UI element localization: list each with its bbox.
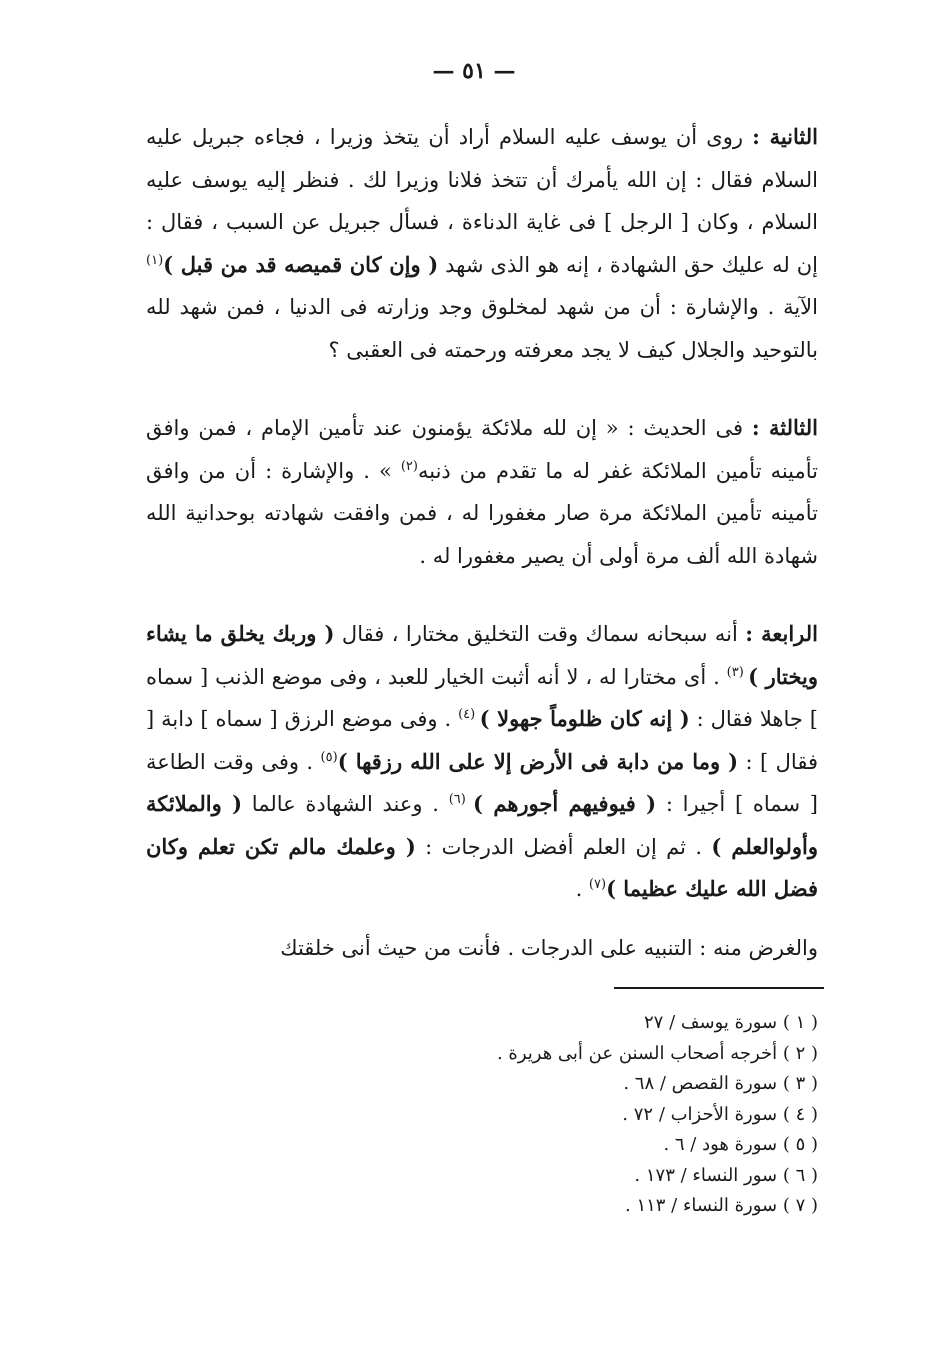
footnote-marker: (٣) [726,664,749,680]
text-run: روى أن يوسف عليه السلام أراد أن يتخذ وزيرا ، فجاءه جبريل عليه السلام فقال : إن الله يأمرك أن تتخذ فلانا وزيرا لك . فنظر إليه يوسف عليه السلام ، وكان [ الرجل ] فى غاية الدناءة ، فسأل جبريل عن السبب ، فقال : إن له عليك حق الشهادة ، إنه هو الذى شهد [146,125,818,277]
footnote-marker: (٤) [458,707,480,722]
text-run: فى الحديث : « إن لله ملائكة يؤمنون عند تأمين الإمام ، فمن وافق تأمينه تأمين الملائكة غفر له ما تقدم من ذنبه [146,416,818,483]
paragraph-heading: الثالثة : [751,415,818,440]
main-text [146,116,818,969]
footnote-separator [614,987,824,989]
text-run: . ثم إن العلم أفضل الدرجات : [415,834,712,859]
footnote-7: ( ٧ ) سورة النساء / ١١٣ . [624,1195,818,1216]
quran-quote: ( إنه كان ظلوماً جهولا ) [479,706,690,731]
paragraph-heading: الثانية : [752,124,818,149]
paragraph-third [146,407,818,577]
footnote-5: ( ٥ ) سورة هود / ٦ . [663,1134,818,1155]
footnote-2: ( ٢ ) أخرجه أصحاب السنن عن أبى هريرة . [496,1042,818,1064]
paragraph-heading: الرابعة : [745,621,818,646]
text-run: . وفى وقت الطاعة [ سماه ] أجيرا : [146,749,818,816]
footnote-6: ( ٦ ) سور النساء / ١٧٣ . [634,1164,818,1186]
text-run: . [575,877,589,901]
quran-quote: ( وربك يخلق ما يشاء ويختار ) [146,621,818,689]
paragraph-gap [146,371,818,407]
quran-quote: ( فيوفيهم أجورهم ) [473,791,657,816]
quran-quote: ( والملائكة وأولوالعلم ) [146,791,819,859]
paragraph-purpose [146,927,818,970]
paragraph-gap [146,911,818,927]
text-run: . أى مختارا له ، لا أنه أثبت الخيار للعبد ، وفى موضع الذنب [ سماه ] جاهلا فقال : [146,664,818,731]
text-run: أنه سبحانه سماك وقت التخليق مختارا ، فقال [334,622,746,646]
text-run: . وعند الشهادة عالما [242,792,449,816]
footnote-3: ( ٣ ) سورة القصص / ٦٨ . [623,1073,818,1094]
quran-quote: ( وعلمك مالم تكن تعلم وكان فضل الله عليك عظيما ) [146,833,818,901]
text-run: والغرض منه : التنبيه على الدرجات . فأنت من حيث أنى خلقتك [280,935,818,960]
footnote-1: ( ١ ) سورة يوسف / ٢٧ [644,1012,818,1033]
footnotes [300,1008,818,1222]
text-run: » . والإشارة : أن من وافق تأمينه تأمين الملائكة مرة صار مغفورا له ، فمن وافقت شهادته بوحدانية الله شهادة الله ألف مرة أولى أن يصير مغفورا له . [146,458,818,568]
footnote-marker: (٥) [320,749,338,765]
footnote-marker: (١) [146,252,164,268]
footnote-marker: (٧) [588,877,607,892]
footnote-marker: (٢) [400,458,418,474]
page-number: — ٥١ — [432,58,516,84]
paragraph-second [146,116,818,371]
text-run: . وفى موضع الرزق [ سماه ] دابة [ فقال ] : [146,707,818,774]
footnote-4: ( ٤ ) سورة الأحزاب / ٧٢ . [622,1103,818,1125]
paragraph-fourth [146,613,818,911]
quran-quote: ( وما من دابة فى الأرض إلا على الله رزقها ) [337,748,739,774]
paragraph-gap [146,577,818,613]
footnote-marker: (٦) [448,792,474,807]
text-run: الآية . والإشارة : أن من شهد لمخلوق وجد وزارته فى الدنيا ، فمن شهد لله بالتوحيد والجلال كيف لا يجد معرفته ورحمته فى العقبى ؟ [146,295,818,362]
quran-quote: ( وإن كان قميصه قد من قبل ) [163,251,439,277]
